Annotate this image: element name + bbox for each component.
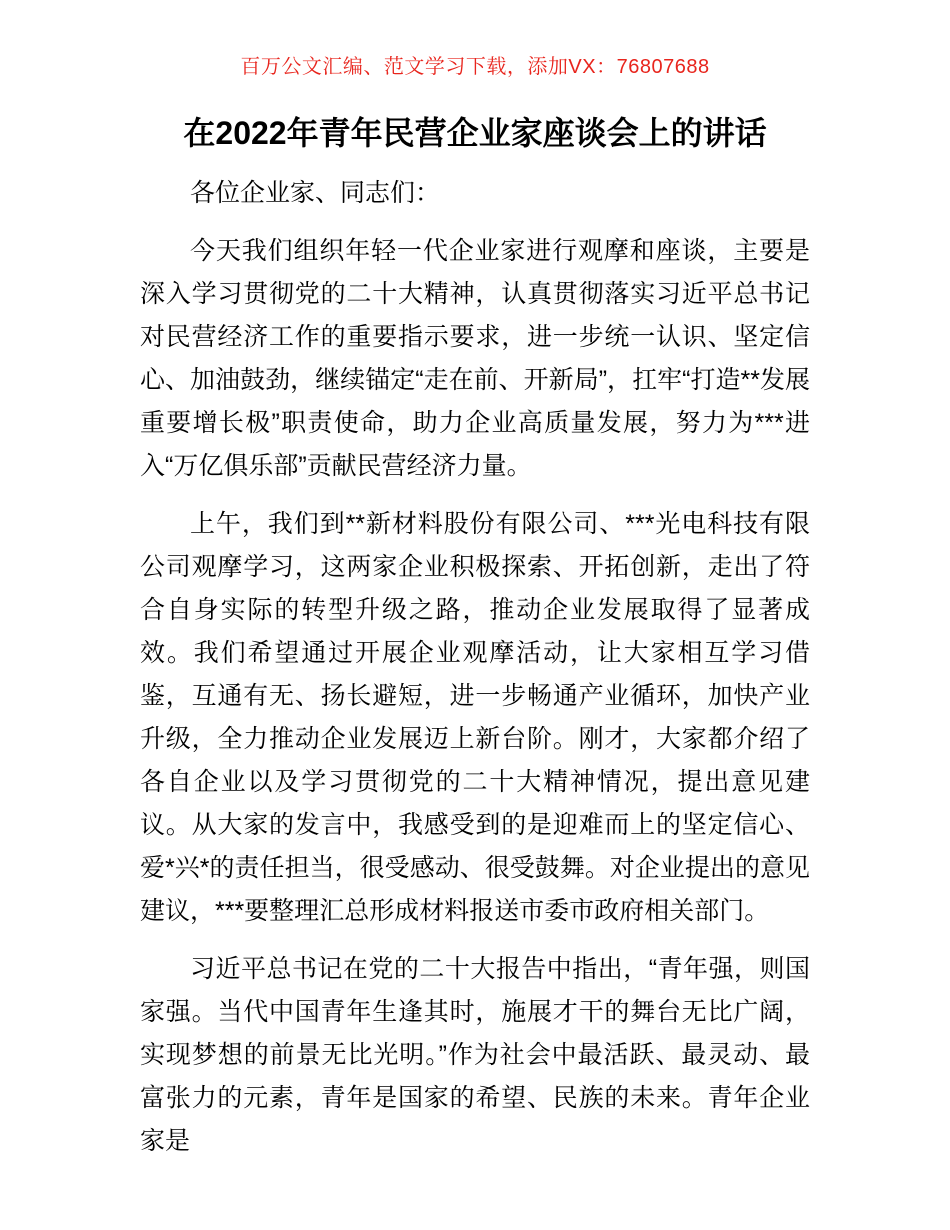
paragraph: 各位企业家、同志们： (190, 179, 441, 207)
document-body (140, 172, 810, 1163)
paragraph: 今天我们组织年轻一代企业家进行观摩和座谈，主要是深入学习贯彻党的二十大精神，认真贯彻落实习近平总书记对民营经济工作的重要指示要求，进一步统一认识、坚定信心、加油鼓劲，继续锚定“走在前、开新局”，扛牢“打造**发展重要增长极”职责使命，助力企业高质量发展，努力为***进入“万亿俱乐部”贡献民营经济力量。 (140, 237, 810, 480)
document-title: 在2022年青年民营企业家座谈会上的讲话 (183, 115, 767, 151)
paragraph: 上午，我们到**新材料股份有限公司、***光电科技有限公司观摩学习，这两家企业积极探索、开拓创新，走出了符合自身实际的转型升级之路，推动企业发展取得了显著成效。我们希望通过开展企业观摩活动，让大家相互学习借鉴，互通有无、扬长避短，进一步畅通产业循环，加快产业升级，全力推动企业发展迈上新台阶。刚才，大家都介绍了各自企业以及学习贯彻党的二十大精神情况，提出意见建议。从大家的发言中，我感受到的是迎难而上的坚定信心、爱*兴*的责任担当，很受感动、很受鼓舞。对企业提出的意见建议，***要整理汇总形成材料报送市委市政府相关部门。 (140, 510, 810, 925)
watermark-notice: 百万公文汇编、范文学习下载，添加VX：76807688 (240, 56, 710, 78)
paragraph: 习近平总书记在党的二十大报告中指出，“青年强，则国家强。当代中国青年生逢其时，施展才干的舞台无比广阔，实现梦想的前景无比光明。”作为社会中最活跃、最灵动、最富张力的元素，青年是国家的希望、民族的未来。青年企业家是 (140, 955, 810, 1155)
